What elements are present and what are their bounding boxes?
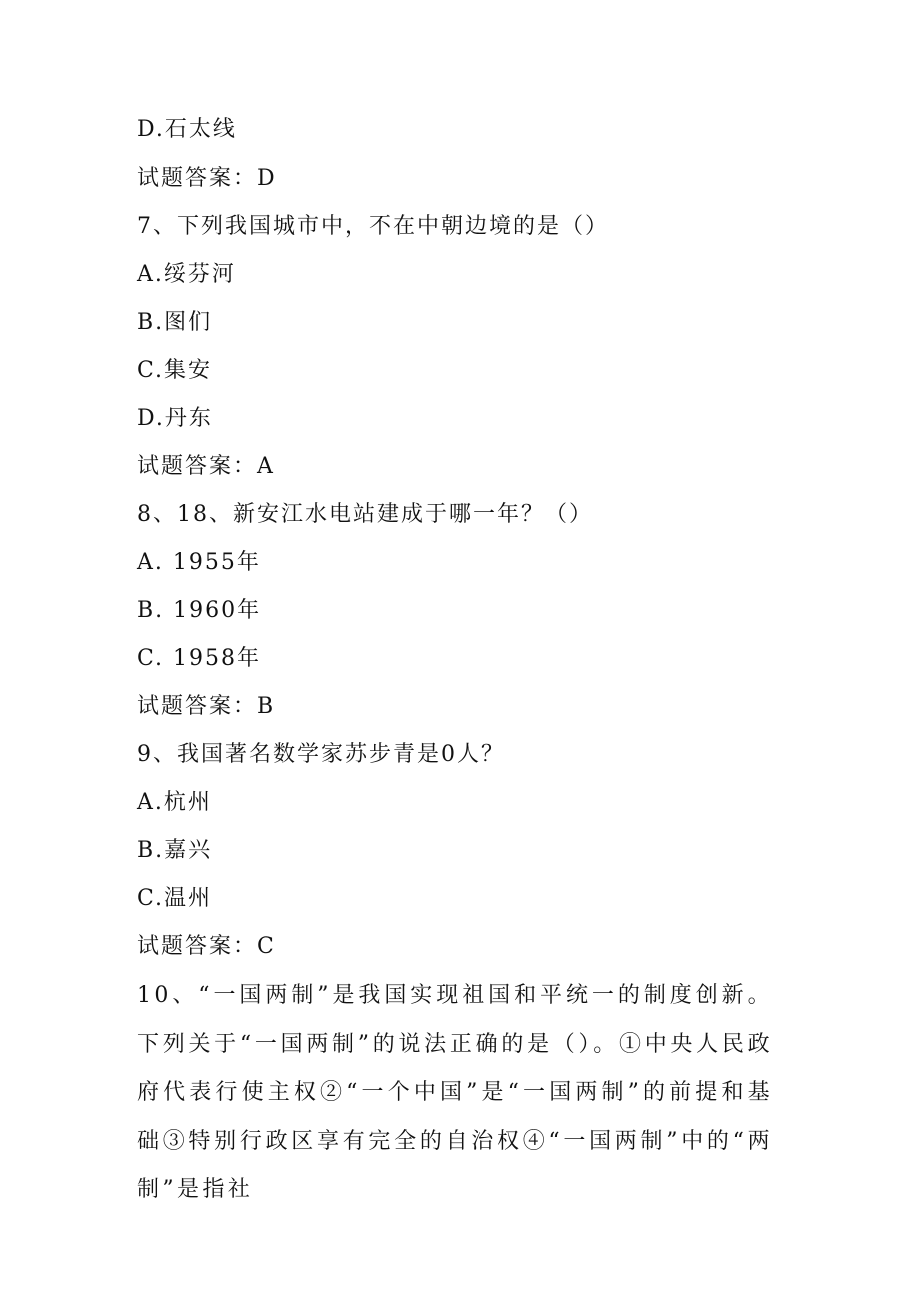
option-b-q7: B.图们 <box>137 310 213 335</box>
option-a-q9: A.杭州 <box>137 790 212 815</box>
option-d-q7: D.丹东 <box>137 406 213 431</box>
option-c-q8: C. 1958年 <box>137 646 262 671</box>
option-b-q9: B.嘉兴 <box>137 838 213 863</box>
option-a-q7: A.绥芬河 <box>137 262 236 287</box>
answer-q9: 试题答案：C <box>137 934 276 959</box>
question-7: 7、下列我国城市中，不在中朝边境的是（） <box>137 214 609 239</box>
answer-q7: 试题答案：A <box>137 454 275 479</box>
answer-q6: 试题答案：D <box>137 166 277 191</box>
question-9: 9、我国著名数学家苏步青是0人？ <box>137 742 505 767</box>
answer-q8: 试题答案：B <box>137 694 276 719</box>
question-10: 10、“一国两制”是我国实现祖国和平统一的制度创新。下列关于“一国两制”的说法正确的是（）。①中央人民政府代表行使主权②“一个中国”是“一国两制”的前提和基础③特别行政区享有完全的自治权④“一国两制”中的“两制”是指社 <box>137 983 773 1202</box>
option-a-q8: A. 1955年 <box>137 550 261 575</box>
option-c-q7: C.集安 <box>137 358 213 383</box>
question-8: 8、18、新安江水电站建成于哪一年？（） <box>137 502 593 527</box>
option-d-q6: D.石太线 <box>137 117 237 142</box>
option-b-q8: B. 1960年 <box>137 598 262 623</box>
option-c-q9: C.温州 <box>137 886 213 911</box>
